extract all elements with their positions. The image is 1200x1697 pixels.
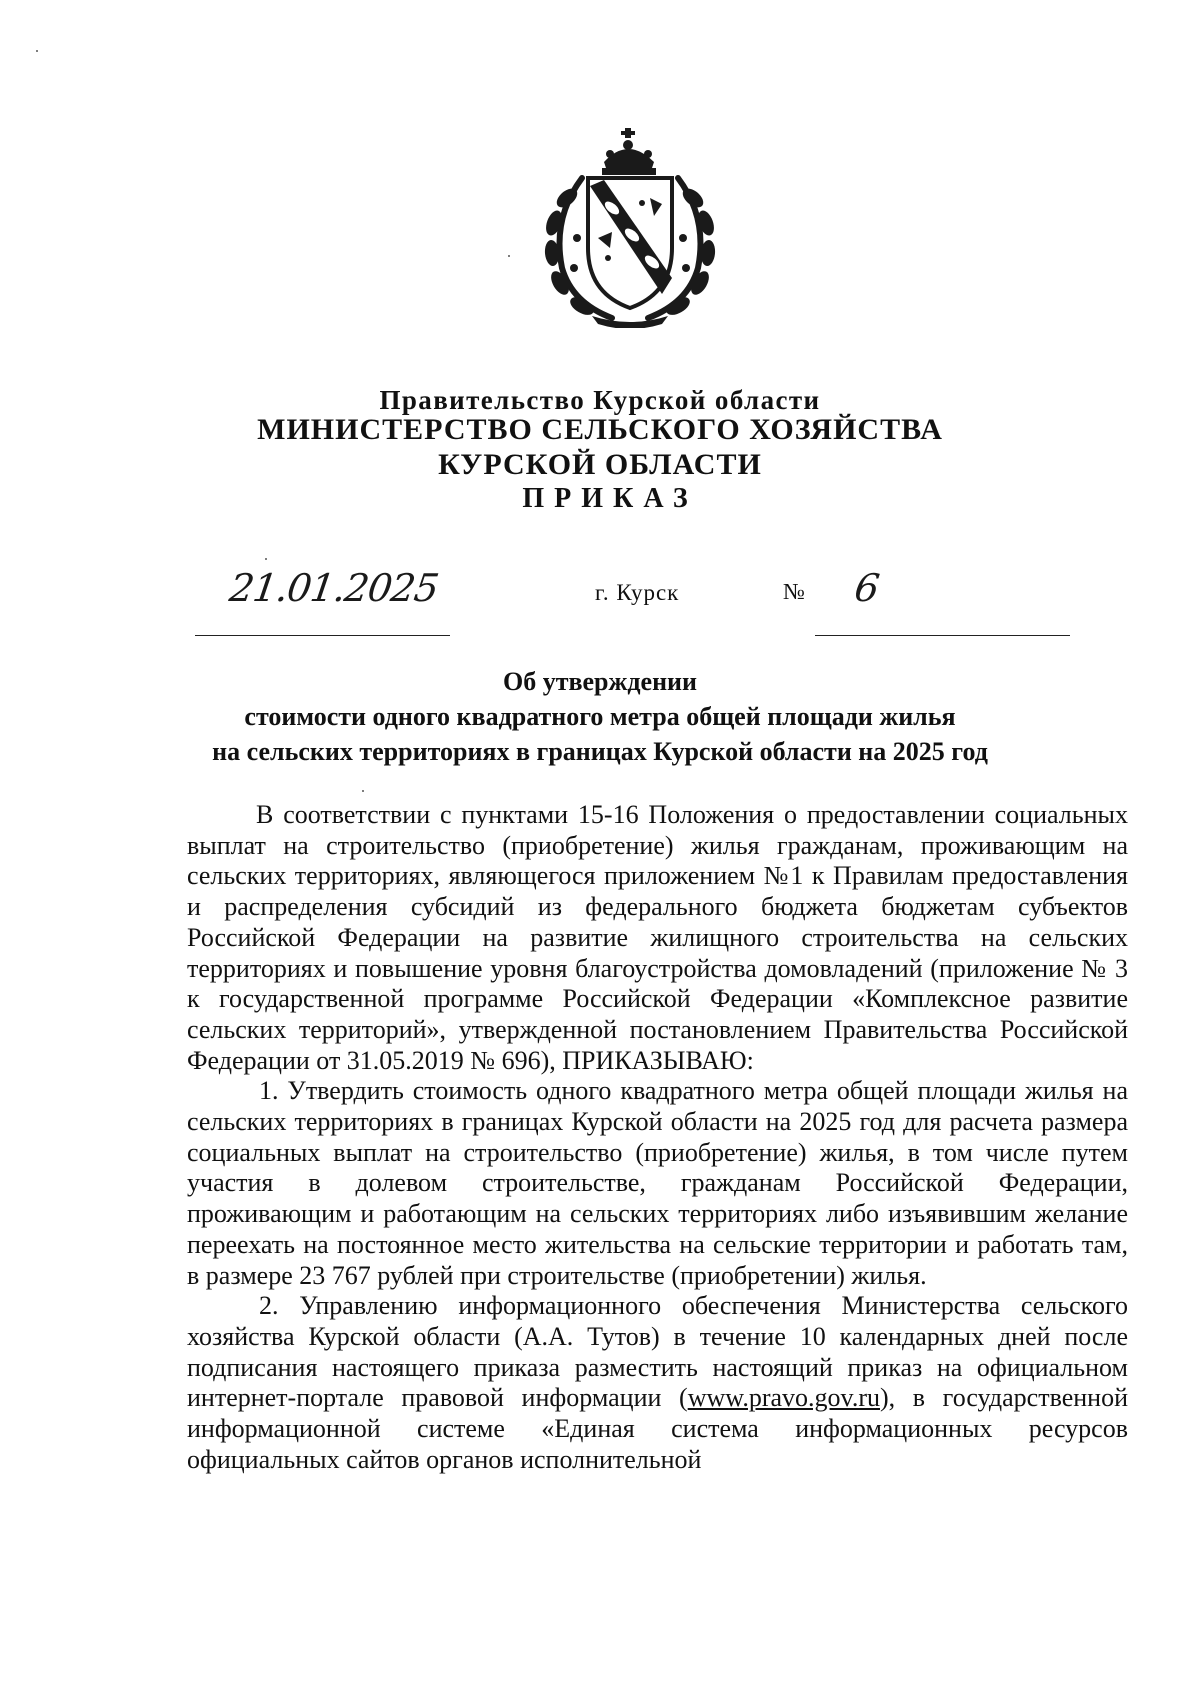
handwritten-number: 6 — [851, 566, 883, 610]
item-2-text-start: 2. Управлению информационного обеспечения Министерства сельского хозяйства Курской области (А.А. Тутов) в течение 10 календарных дней после подписания настоящего приказа разместить настоящий приказ на официальном интернет-портале правовой информации ( — [187, 1291, 1128, 1413]
document-title-line3: на сельских территориях в границах Курской области на 2025 год — [212, 737, 988, 766]
handwritten-date: 21.01.2025 — [226, 566, 441, 610]
document-title-line1: Об утверждении — [502, 667, 698, 696]
document-type: ПРИКАЗ — [522, 483, 698, 514]
kursk-coat-of-arms-icon — [532, 128, 728, 328]
body-paragraph-preamble: В соответствии с пунктами 15-16 Положения о предоставлении социальных выплат на строительство (приобретение) жилья гражданам, проживающим на сельских территориях, являющегося приложением №1 к Правилам предоставления и распределения субсидий из федерального бюджета бюджетам субъектов Российской Федерации на развитие жилищного строительства на сельских территориях и повышение уровня благоустройства домовладений (приложение № 3 к государственной программе Российской Федерации «Комплексное развитие сельских территорий», утвержденной постановлением Правительства Российской Федерации от 31.05.2019 № 696), ПРИКАЗЫВАЮ: — [187, 800, 1128, 1075]
body-paragraph-item-1: 1. Утвердить стоимость одного квадратного метра общей площади жилья на сельских территориях в границах Курской области на 2025 год для расчета размера социальных выплат на строительство (приобретение) жилья, в том числе путем участия в долевом строительстве, гражданам Российской Федерации, проживающим и работающим на сельских территориях либо изъявившим желание переехать на постоянное место жительства на сельские территории и работать там, в размере 23 767 рублей при строительстве (приобретении) жилья. — [187, 1076, 1128, 1290]
item-2-text-end: ), в государственной информационной системе «Единая система информационных ресурсов официальных сайтов органов исполнительной — [187, 1383, 1128, 1474]
city-name: г. Курск — [595, 580, 680, 605]
scan-speck — [362, 790, 364, 792]
body-paragraph-item-2 — [187, 1291, 1128, 1475]
scan-speck — [36, 50, 38, 52]
government-name: Правительство Курской области — [379, 385, 821, 415]
ministry-name-line1: МИНИСТЕРСТВО СЕЛЬСКОГО ХОЗЯЙСТВА — [257, 413, 943, 446]
document-body — [187, 800, 1128, 1475]
scan-speck — [508, 255, 510, 257]
document-title-line2: стоимости одного квадратного метра общей площади жилья — [244, 702, 956, 731]
pravo-gov-link[interactable]: www.pravo.gov.ru — [687, 1383, 880, 1413]
ministry-name-line2: КУРСКОЙ ОБЛАСТИ — [438, 448, 762, 481]
number-label: № — [783, 579, 805, 604]
scan-speck — [265, 558, 267, 560]
